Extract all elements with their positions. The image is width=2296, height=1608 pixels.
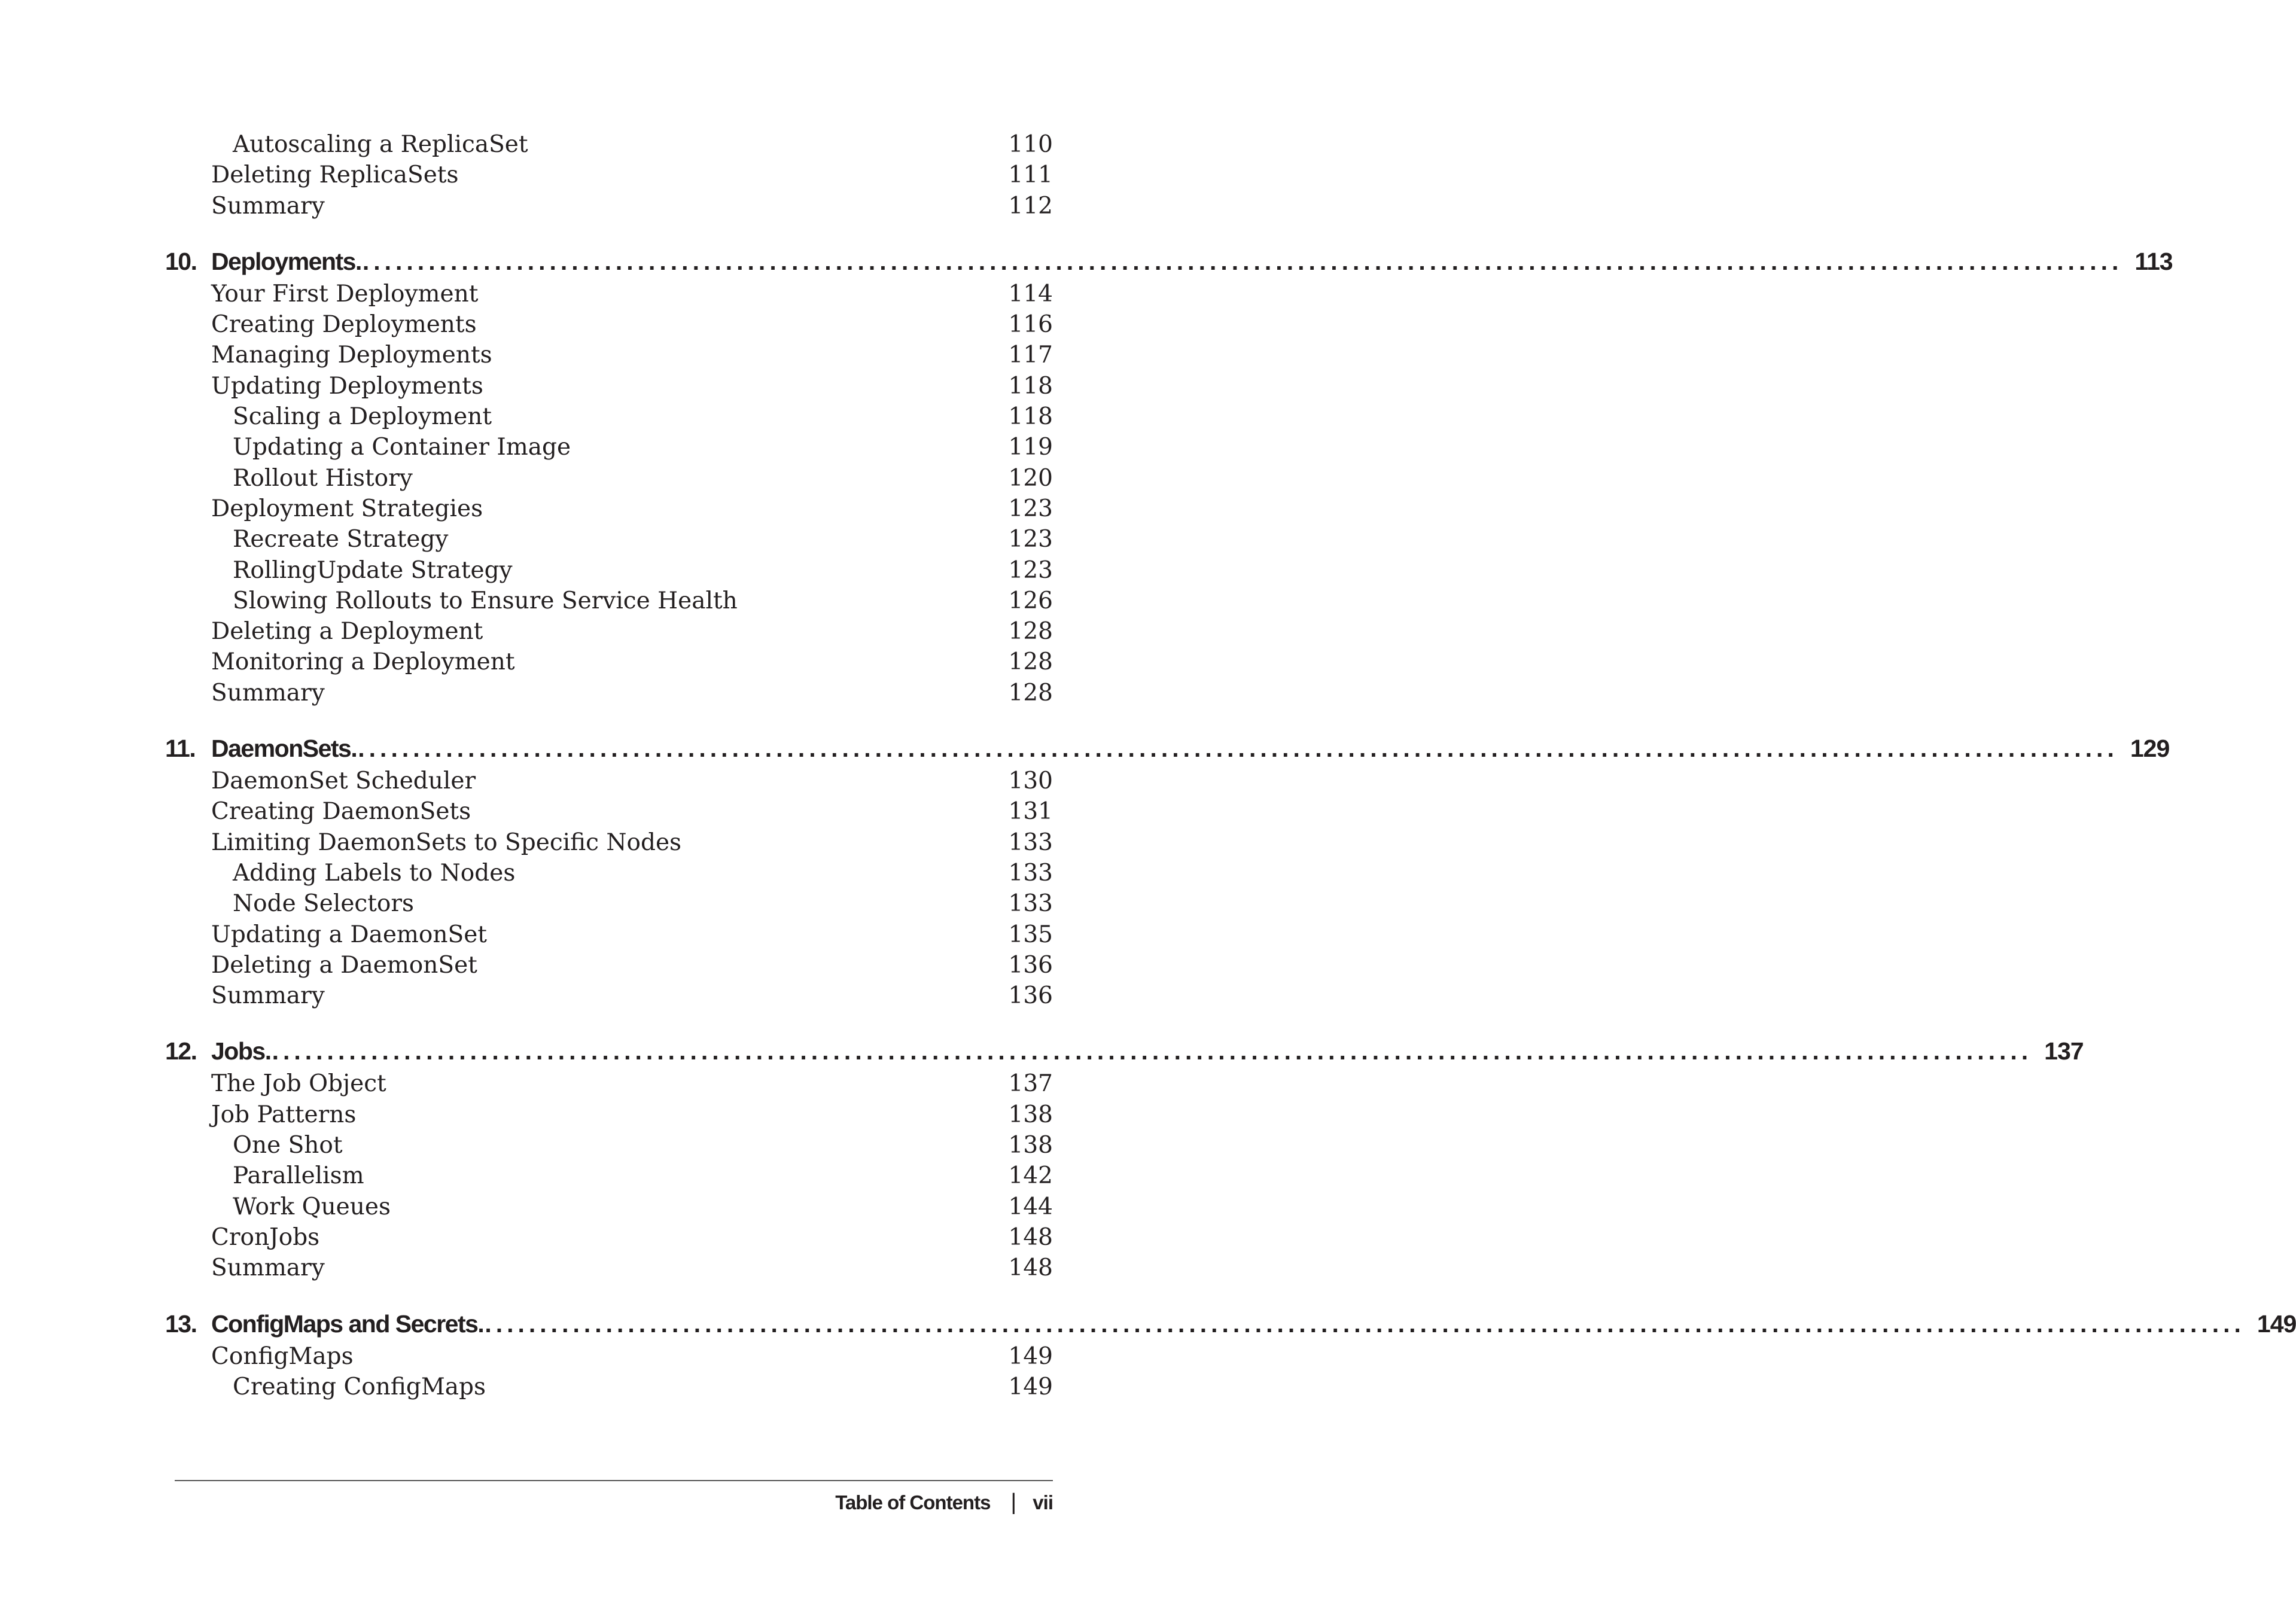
entry-title: Rollout History [233, 464, 413, 492]
entry-page-number: 111 [1008, 162, 1053, 189]
entry-title: Deleting a DaemonSet [211, 951, 477, 979]
toc-section[interactable] [165, 1100, 1053, 1130]
toc-section[interactable] [165, 191, 1053, 221]
toc-section[interactable] [165, 1068, 1053, 1099]
toc-subsection[interactable] [165, 463, 1053, 494]
entry-title: Summary [211, 1254, 325, 1282]
toc-subsection[interactable] [165, 555, 1053, 586]
entry-title: Updating a DaemonSet [211, 921, 487, 948]
toc-section[interactable] [165, 1341, 1053, 1372]
chapter-title: Jobs. [211, 1037, 271, 1065]
entry-title: Job Patterns [211, 1101, 357, 1128]
footer-rule [175, 1480, 1053, 1481]
toc-chapter[interactable] [165, 244, 2173, 279]
entry-title: RollingUpdate Strategy [233, 556, 513, 584]
entry-title: DaemonSet Scheduler [211, 768, 476, 795]
entry-page-number: 128 [1008, 648, 1053, 676]
entry-title: Updating Deployments [211, 372, 483, 400]
entry-page-number: 149 [1008, 1373, 1053, 1400]
dot-leader: ................................................................................................................................................................ [272, 1037, 2033, 1065]
entry-title: Updating a Container Image [233, 434, 571, 461]
entry-page-number: 114 [1008, 280, 1053, 307]
entry-page-number: 136 [1008, 982, 1053, 1010]
toc-section[interactable] [165, 827, 1053, 858]
entry-page-number: 149 [1008, 1342, 1053, 1370]
entry-page-number: 138 [1008, 1132, 1053, 1159]
chapter-title: DaemonSets. [211, 735, 357, 763]
entry-page-number: 128 [1008, 679, 1053, 706]
toc-subsection[interactable] [165, 858, 1053, 888]
toc-subsection[interactable] [165, 1161, 1053, 1191]
toc-chapter[interactable] [165, 1306, 2296, 1341]
entry-page-number: 133 [1008, 829, 1053, 856]
chapter-page-number: 149 [2257, 1309, 2296, 1338]
toc-section[interactable] [165, 616, 1053, 647]
page-footer [835, 1490, 1053, 1515]
entry-page-number: 120 [1008, 464, 1053, 492]
entry-page-number: 118 [1008, 372, 1053, 400]
toc-subsection[interactable] [165, 1130, 1053, 1161]
entry-title: Your First Deployment [211, 280, 479, 307]
entry-page-number: 148 [1008, 1223, 1053, 1251]
dot-leader: ................................................................................................................................................................ [485, 1309, 2245, 1338]
dot-leader: ................................................................................................................................................................ [362, 247, 2123, 275]
toc-section[interactable] [165, 796, 1053, 827]
entry-title: Autoscaling a ReplicaSet [233, 131, 528, 158]
toc-section[interactable] [165, 279, 1053, 309]
entry-page-number: 136 [1008, 951, 1053, 979]
chapter-number: 10. [165, 247, 197, 275]
table-of-contents [165, 129, 2296, 1402]
entry-title: Limiting DaemonSets to Specific Nodes [211, 829, 682, 856]
chapter-page-number: 137 [2044, 1037, 2084, 1065]
entry-page-number: 130 [1008, 768, 1053, 795]
entry-title: Summary [211, 192, 325, 220]
entry-title: Deleting ReplicaSets [211, 162, 459, 189]
entry-title: Summary [211, 982, 325, 1010]
footer-page-number: vii [1033, 1491, 1053, 1513]
entry-title: CronJobs [211, 1223, 320, 1251]
entry-page-number: 138 [1008, 1101, 1053, 1128]
entry-title: Work Queues [233, 1193, 391, 1220]
entry-page-number: 112 [1008, 192, 1053, 220]
toc-section[interactable] [165, 950, 1053, 980]
chapter-title: ConfigMaps and Secrets. [211, 1309, 484, 1338]
toc-section[interactable] [165, 1222, 1053, 1253]
entry-page-number: 148 [1008, 1254, 1053, 1282]
entry-title: Node Selectors [233, 890, 415, 918]
entry-page-number: 133 [1008, 890, 1053, 918]
entry-title: Slowing Rollouts to Ensure Service Health [233, 587, 738, 614]
entry-page-number: 123 [1008, 526, 1053, 553]
toc-subsection[interactable] [165, 432, 1053, 462]
entry-page-number: 131 [1008, 798, 1053, 826]
footer-section-title: Table of Contents [835, 1491, 991, 1513]
entry-page-number: 110 [1008, 131, 1053, 158]
toc-section[interactable] [165, 371, 1053, 401]
entry-title: Creating Deployments [211, 311, 477, 339]
toc-section[interactable] [165, 980, 1053, 1011]
toc-section[interactable] [165, 340, 1053, 370]
entry-page-number: 119 [1008, 434, 1053, 461]
entry-title: Monitoring a Deployment [211, 648, 515, 676]
entry-page-number: 135 [1008, 921, 1053, 948]
entry-title: Parallelism [233, 1162, 364, 1190]
toc-subsection[interactable] [165, 586, 1053, 616]
entry-title: Summary [211, 679, 325, 706]
chapter-title: Deployments. [211, 247, 361, 275]
entry-title: Managing Deployments [211, 342, 492, 369]
toc-section[interactable] [165, 647, 1053, 677]
toc-subsection[interactable] [165, 1372, 1053, 1402]
toc-section[interactable] [165, 494, 1053, 524]
toc-chapter[interactable] [165, 731, 2170, 766]
toc-subsection[interactable] [165, 401, 1053, 432]
dot-leader: ................................................................................................................................................................ [358, 735, 2118, 763]
toc-section[interactable] [165, 766, 1053, 796]
toc-chapter[interactable] [165, 1034, 2084, 1068]
entry-title: Creating DaemonSets [211, 798, 471, 826]
toc-section[interactable] [165, 919, 1053, 950]
entry-title: Recreate Strategy [233, 526, 449, 553]
entry-page-number: 118 [1008, 403, 1053, 431]
entry-title: Creating ConfigMaps [233, 1373, 486, 1400]
chapter-number: 11. [165, 735, 196, 763]
toc-section[interactable] [165, 678, 1053, 708]
entry-page-number: 116 [1008, 311, 1053, 339]
toc-subsection[interactable] [165, 524, 1053, 555]
entry-page-number: 126 [1008, 587, 1053, 614]
chapter-page-number: 129 [2130, 735, 2170, 763]
entry-page-number: 137 [1008, 1070, 1053, 1098]
toc-section[interactable] [165, 1253, 1053, 1283]
entry-page-number: 123 [1008, 495, 1053, 522]
entry-title: Scaling a Deployment [233, 403, 492, 431]
entry-page-number: 133 [1008, 859, 1053, 887]
entry-title: Deleting a Deployment [211, 618, 483, 645]
entry-title: Adding Labels to Nodes [233, 859, 516, 887]
entry-page-number: 123 [1008, 556, 1053, 584]
chapter-number: 12. [165, 1037, 197, 1065]
toc-section[interactable] [165, 309, 1053, 340]
chapter-page-number: 113 [2134, 247, 2173, 275]
entry-page-number: 117 [1008, 342, 1053, 369]
footer-separator: | [1010, 1490, 1016, 1515]
entry-page-number: 142 [1008, 1162, 1053, 1190]
entry-title: ConfigMaps [211, 1342, 354, 1370]
toc-section[interactable] [165, 160, 1053, 190]
entry-title: The Job Object [211, 1070, 386, 1098]
entry-page-number: 144 [1008, 1193, 1053, 1220]
entry-title: Deployment Strategies [211, 495, 483, 522]
toc-subsection[interactable] [165, 888, 1053, 919]
toc-subsection[interactable] [165, 1192, 1053, 1222]
toc-subsection[interactable] [165, 129, 1053, 160]
chapter-number: 13. [165, 1309, 197, 1338]
entry-page-number: 128 [1008, 618, 1053, 645]
entry-title: One Shot [233, 1132, 343, 1159]
